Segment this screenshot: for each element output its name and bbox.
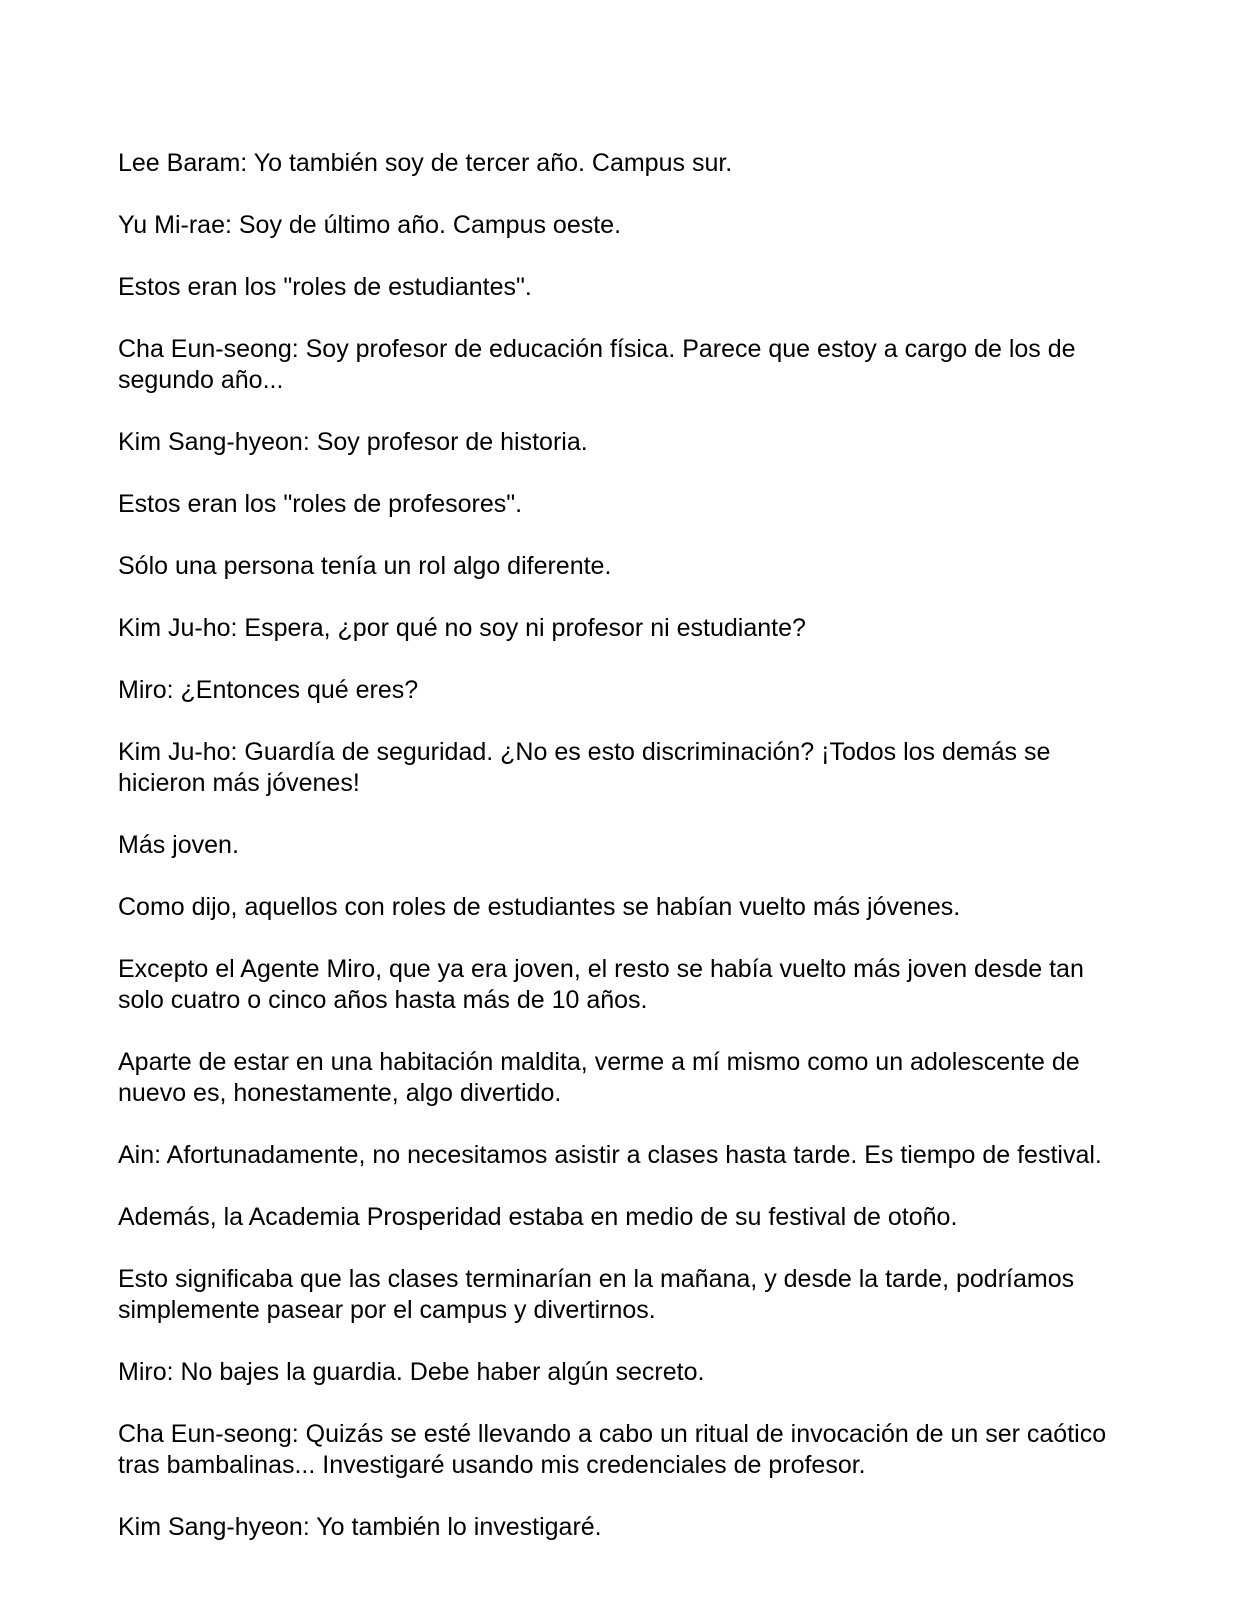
paragraph: Kim Ju-ho: Guardía de seguridad. ¿No es esto discriminación? ¡Todos los demás se hicieron más jóvenes! <box>118 738 1051 797</box>
paragraph: Cha Eun-seong: Soy profesor de educación física. Parece que estoy a cargo de los de segundo año... <box>118 335 1076 394</box>
paragraph: Kim Sang-hyeon: Yo también lo investigaré. <box>118 1513 602 1541</box>
paragraph: Excepto el Agente Miro, que ya era joven, el resto se había vuelto más joven desde tan solo cuatro o cinco años hasta más de 10 años. <box>118 955 1084 1014</box>
paragraph: Kim Ju-ho: Espera, ¿por qué no soy ni profesor ni estudiante? <box>118 614 806 642</box>
paragraph: Estos eran los "roles de estudiantes". <box>118 273 532 301</box>
paragraph: Además, la Academia Prosperidad estaba en medio de su festival de otoño. <box>118 1203 958 1231</box>
paragraph: Estos eran los "roles de profesores". <box>118 490 523 518</box>
paragraph: Ain: Afortunadamente, no necesitamos asistir a clases hasta tarde. Es tiempo de festival. <box>118 1141 1102 1169</box>
paragraph: Miro: No bajes la guardia. Debe haber algún secreto. <box>118 1358 705 1386</box>
paragraph: Lee Baram: Yo también soy de tercer año. Campus sur. <box>118 149 733 177</box>
paragraph: Yu Mi-rae: Soy de último año. Campus oeste. <box>118 211 622 239</box>
paragraph: Sólo una persona tenía un rol algo diferente. <box>118 552 612 580</box>
paragraph: Miro: ¿Entonces qué eres? <box>118 676 419 704</box>
document-body <box>118 148 1128 1574</box>
paragraph: Aparte de estar en una habitación maldita, verme a mí mismo como un adolescente de nuevo es, honestamente, algo divertido. <box>118 1048 1080 1107</box>
paragraph: Kim Sang-hyeon: Soy profesor de historia. <box>118 428 588 456</box>
paragraph: Esto significaba que las clases terminarían en la mañana, y desde la tarde, podríamos simplemente pasear por el campus y divertirnos. <box>118 1265 1075 1324</box>
paragraph: Como dijo, aquellos con roles de estudiantes se habían vuelto más jóvenes. <box>118 893 961 921</box>
paragraph: Cha Eun-seong: Quizás se esté llevando a cabo un ritual de invocación de un ser caótico tras bambalinas... Investigaré usando mis credenciales de profesor. <box>118 1420 1107 1479</box>
paragraph: Más joven. <box>118 831 239 859</box>
